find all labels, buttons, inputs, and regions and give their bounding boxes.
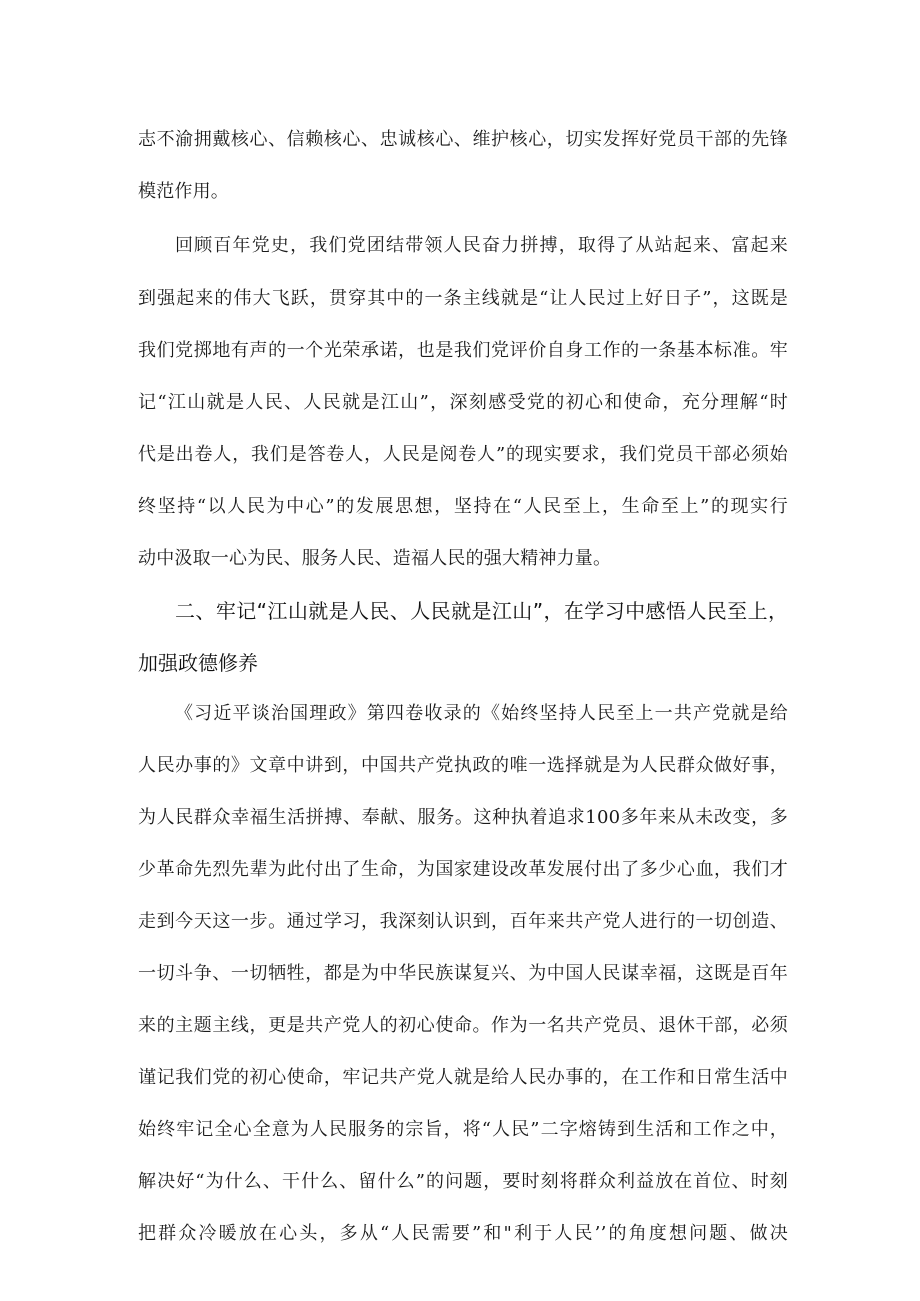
heading-line: 二、牢记“江山就是人民、人民就是江山”，在学习中感悟人民至上， — [175, 599, 788, 623]
text-line: 记“江山就是人民、人民就是江山”，深刻感受党的初心和使命，充分理解“时 — [138, 392, 788, 413]
text-line: 代是出卷人，我们是答卷人，人民是阅卷人”的现实要求，我们党员干部必须始 — [138, 444, 788, 465]
text-line: 一切斗争、一切牺牲，都是为中华民族谋复兴、为中国人民谋幸福，这既是百年 — [138, 963, 788, 984]
text-line: 到强起来的伟大飞跃，贯穿其中的一条主线就是“让人民过上好日子”，这既是 — [138, 288, 788, 309]
text-line: 动中汲取一心为民、服务人民、造福人民的强大精神力量。 — [138, 548, 612, 569]
text-line: 来的主题主线，更是共产党人的初心使命。作为一名共产党员、退休干部，必须 — [138, 1015, 788, 1036]
text-line: 走到今天这一步。通过学习，我深刻认识到，百年来共产党人进行的一切创造、 — [138, 911, 788, 932]
text-line: 我们党掷地有声的一个光荣承诺，也是我们党评价自身工作的一条基本标准。牢 — [138, 340, 788, 361]
text-line: 把群众冷暖放在心头，多从“人民需要”和"利于人民’’的角度想问题、做决 — [138, 1223, 788, 1244]
text-line: 少革命先烈先辈为此付出了生命，为国家建设改革发展付出了多少心血，我们才 — [138, 859, 788, 880]
heading-line: 加强政德修养 — [138, 651, 258, 675]
text-line: 回顾百年党史，我们党团结带领人民奋力拼搏，取得了从站起来、富起来 — [175, 235, 788, 256]
text-line: 模范作用。 — [138, 181, 229, 202]
text-line: 《习近平谈治国理政》第四卷收录的《始终坚持人民至上一共产党就是给 — [175, 703, 788, 724]
text-line: 谨记我们党的初心使命，牢记共产党人就是给人民办事的，在工作和日常生活中 — [138, 1067, 788, 1088]
text-line: 为人民群众幸福生活拼搏、奉献、服务。这种执着追求100多年来从未改变，多 — [138, 807, 788, 828]
text-line: 人民办事的》文章中讲到，中国共产党执政的唯一选择就是为人民群众做好事， — [138, 755, 788, 776]
text-line: 终坚持“以人民为中心”的发展思想，坚持在“人民至上，生命至上”的现实行 — [138, 496, 788, 517]
text-line: 始终牢记全心全意为人民服务的宗旨，将“人民”二字熔铸到生活和工作之中， — [138, 1119, 788, 1140]
text-line: 志不渝拥戴核心、信赖核心、忠诚核心、维护核心，切实发挥好党员干部的先锋 — [138, 129, 788, 150]
text-line: 解决好“为什么、干什么、留什么”的问题，要时刻将群众利益放在首位、时刻 — [138, 1171, 788, 1192]
